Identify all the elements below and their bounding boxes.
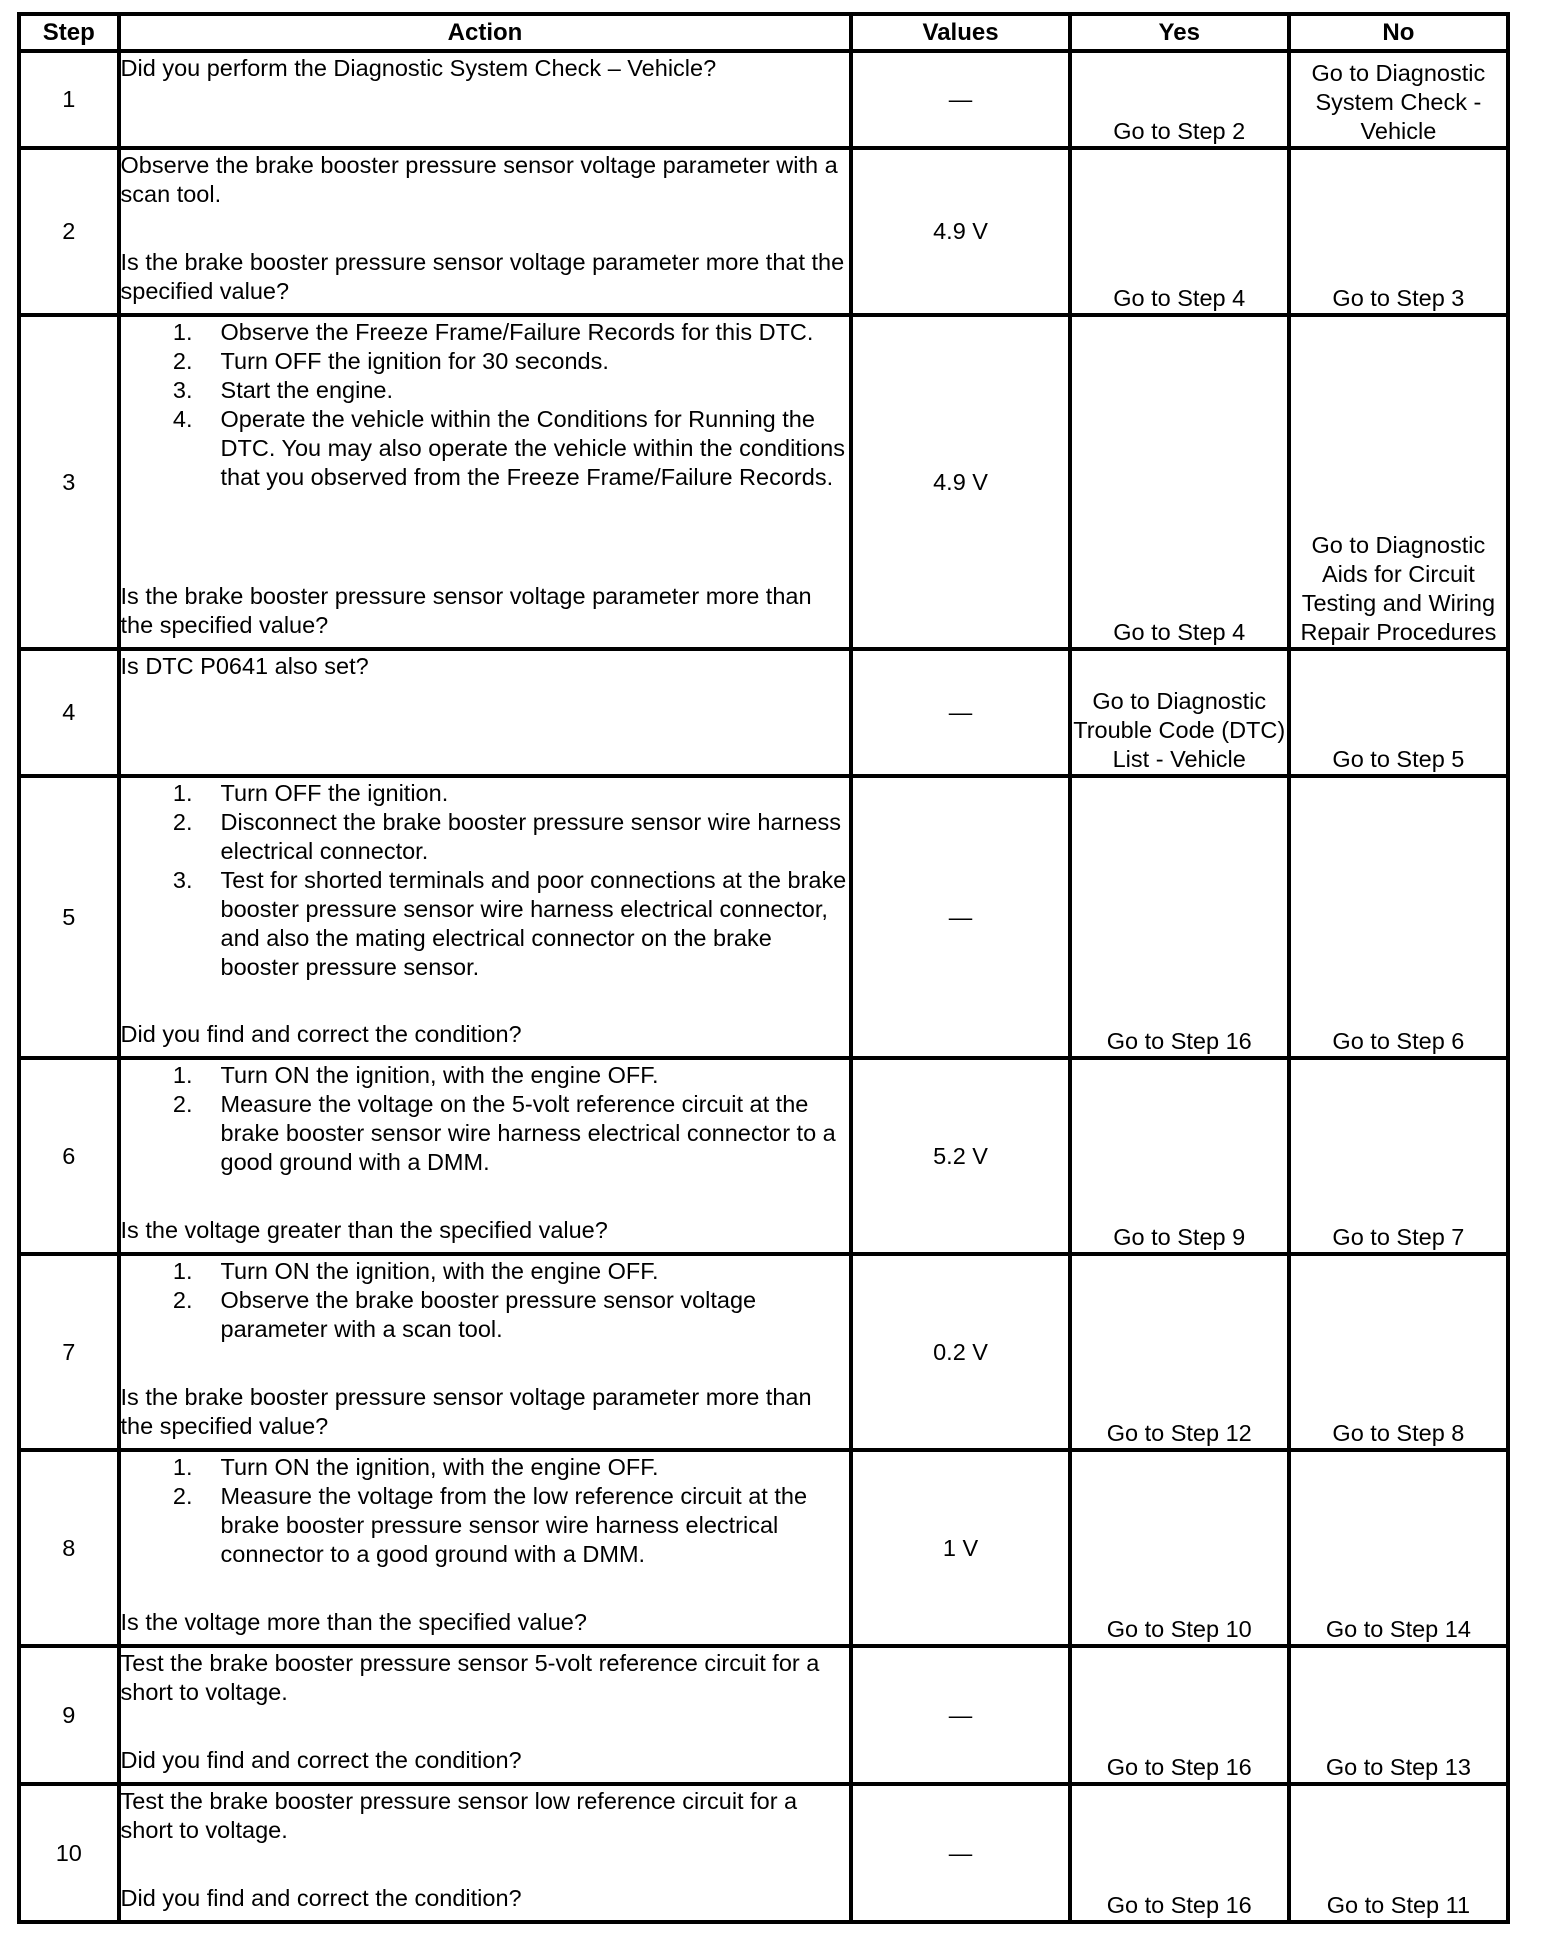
no-cell: Go to Step 13 [1289,1646,1508,1784]
action-question: Is the voltage greater than the specified value? [120,1217,608,1243]
substep-number: 4. [172,406,193,432]
no-cell: Go to Step 8 [1289,1254,1508,1450]
table-row [19,148,1508,315]
value-cell: 4.9 V [851,148,1069,315]
substep-number: 1. [172,1258,193,1284]
table-row [19,1450,1508,1646]
list-item [121,808,850,866]
substep-list [121,1453,850,1569]
step-number: 7 [19,1254,119,1450]
substep-text: Observe the Freeze Frame/Failure Records for this DTC. [220,319,814,345]
action-question: Did you find and correct the condition? [120,1747,522,1773]
no-cell: Go to Step 5 [1289,649,1508,776]
substep-number: 1. [172,319,193,345]
list-item [121,1482,850,1569]
action-question: Is the brake booster pressure sensor voltage parameter more that the specified value? [120,249,845,304]
substep-text: Test for shorted terminals and poor connections at the brake booster pressure sensor wire harness electrical connector, and also the mating electrical connector on the brake booster pressure sensor. [220,867,847,980]
substep-text: Turn OFF the ignition for 30 seconds. [220,348,609,374]
header-yes: Yes [1070,14,1289,51]
table-row [19,1058,1508,1254]
table-row [19,649,1508,776]
table-row [19,1784,1508,1922]
action-cell [119,776,852,1058]
no-cell: Go to Step 7 [1289,1058,1508,1254]
step-number: 4 [19,649,119,776]
action-text: Test the brake booster pressure sensor 5-volt reference circuit for a short to voltage. [120,1650,820,1705]
substep-text: Turn ON the ignition, with the engine OFF. [220,1062,659,1088]
action-question: Did you find and correct the condition? [120,1021,522,1047]
action-cell [119,1646,852,1784]
substep-text: Turn OFF the ignition. [220,780,449,806]
action-cell [119,649,852,776]
substep-number: 1. [172,1062,193,1088]
value-cell: — [851,776,1069,1058]
list-item [121,1061,850,1090]
step-number: 1 [19,51,119,148]
list-item [121,779,850,808]
substep-text: Measure the voltage on the 5-volt reference circuit at the brake booster sensor wire harness electrical connector to a good ground with a DMM. [220,1091,836,1175]
value-cell: 1 V [851,1450,1069,1646]
substep-text: Turn ON the ignition, with the engine OFF. [220,1258,659,1284]
step-number: 3 [19,315,119,649]
substep-number: 2. [172,348,193,374]
yes-cell: Go to Step 16 [1070,1784,1289,1922]
value-cell: — [851,1784,1069,1922]
value-cell: — [851,649,1069,776]
yes-cell: Go to Step 12 [1070,1254,1289,1450]
yes-cell: Go to Step 4 [1070,148,1289,315]
list-item [121,1257,850,1286]
header-values: Values [851,14,1069,51]
header-no: No [1289,14,1508,51]
substep-list [121,318,850,492]
step-number: 5 [19,776,119,1058]
action-cell [119,1058,852,1254]
step-number: 2 [19,148,119,315]
table-row [19,315,1508,649]
no-cell: Go to Step 3 [1289,148,1508,315]
action-text: Did you perform the Diagnostic System Check – Vehicle? [120,55,717,81]
substep-text: Start the engine. [220,377,393,403]
table-row [19,1254,1508,1450]
header-step: Step [19,14,119,51]
action-text: Observe the brake booster pressure sensor voltage parameter with a scan tool. [120,152,838,207]
substep-number: 2. [172,1483,193,1509]
list-item [121,347,850,376]
list-item [121,318,850,347]
yes-cell: Go to Step 16 [1070,1646,1289,1784]
yes-cell: Go to Step 9 [1070,1058,1289,1254]
action-cell [119,148,852,315]
action-question: Is the voltage more than the specified value? [120,1609,587,1635]
action-question: Is the brake booster pressure sensor voltage parameter more than the specified value? [120,583,812,638]
substep-number: 1. [172,1454,193,1480]
value-cell: 4.9 V [851,315,1069,649]
substep-text: Operate the vehicle within the Conditions for Running the DTC. You may also operate the vehicle within the conditions that you observed from the Freeze Frame/Failure Records. [220,406,845,490]
yes-cell: Go to Diagnostic Trouble Code (DTC) List - Vehicle [1070,649,1289,776]
step-number: 8 [19,1450,119,1646]
table-row [19,51,1508,148]
value-cell: — [851,51,1069,148]
yes-cell: Go to Step 16 [1070,776,1289,1058]
no-cell: Go to Step 6 [1289,776,1508,1058]
no-cell: Go to Step 11 [1289,1784,1508,1922]
list-item [121,1453,850,1482]
yes-cell: Go to Step 2 [1070,51,1289,148]
diagnostic-table-container [17,12,1510,1924]
step-number: 9 [19,1646,119,1784]
step-number: 6 [19,1058,119,1254]
substep-number: 1. [172,780,193,806]
table-header-row [19,14,1508,51]
value-cell: 0.2 V [851,1254,1069,1450]
no-cell: Go to Diagnostic Aids for Circuit Testing and Wiring Repair Procedures [1289,315,1508,649]
substep-text: Disconnect the brake booster pressure sensor wire harness electrical connector. [220,809,841,864]
action-cell [119,1450,852,1646]
action-cell [119,1784,852,1922]
value-cell: — [851,1646,1069,1784]
yes-cell: Go to Step 10 [1070,1450,1289,1646]
value-cell: 5.2 V [851,1058,1069,1254]
yes-cell: Go to Step 4 [1070,315,1289,649]
substep-number: 2. [172,1287,193,1313]
list-item [121,376,850,405]
no-cell: Go to Diagnostic System Check - Vehicle [1289,51,1508,148]
table-row [19,776,1508,1058]
action-cell [119,1254,852,1450]
header-action: Action [119,14,852,51]
diagnostic-steps-table [17,12,1510,1924]
substep-number: 2. [172,809,193,835]
action-text: Is DTC P0641 also set? [120,653,369,679]
substep-text: Observe the brake booster pressure sensor voltage parameter with a scan tool. [220,1287,757,1342]
substep-text: Measure the voltage from the low reference circuit at the brake booster pressure sensor wire harness electrical connector to a good ground with a DMM. [220,1483,808,1567]
action-text: Test the brake booster pressure sensor low reference circuit for a short to voltage. [120,1788,798,1843]
action-question: Is the brake booster pressure sensor voltage parameter more than the specified value? [120,1384,812,1439]
action-question: Did you find and correct the condition? [120,1885,522,1911]
no-cell: Go to Step 14 [1289,1450,1508,1646]
action-cell [119,51,852,148]
substep-number: 3. [172,377,193,403]
step-number: 10 [19,1784,119,1922]
table-row [19,1646,1508,1784]
substep-text: Turn ON the ignition, with the engine OFF. [220,1454,659,1480]
substep-number: 3. [172,867,193,893]
substep-number: 2. [172,1091,193,1117]
list-item [121,866,850,982]
substep-list [121,779,850,982]
list-item [121,1286,850,1344]
substep-list [121,1061,850,1177]
action-cell [119,315,852,649]
substep-list [121,1257,850,1344]
list-item [121,405,850,492]
list-item [121,1090,850,1177]
